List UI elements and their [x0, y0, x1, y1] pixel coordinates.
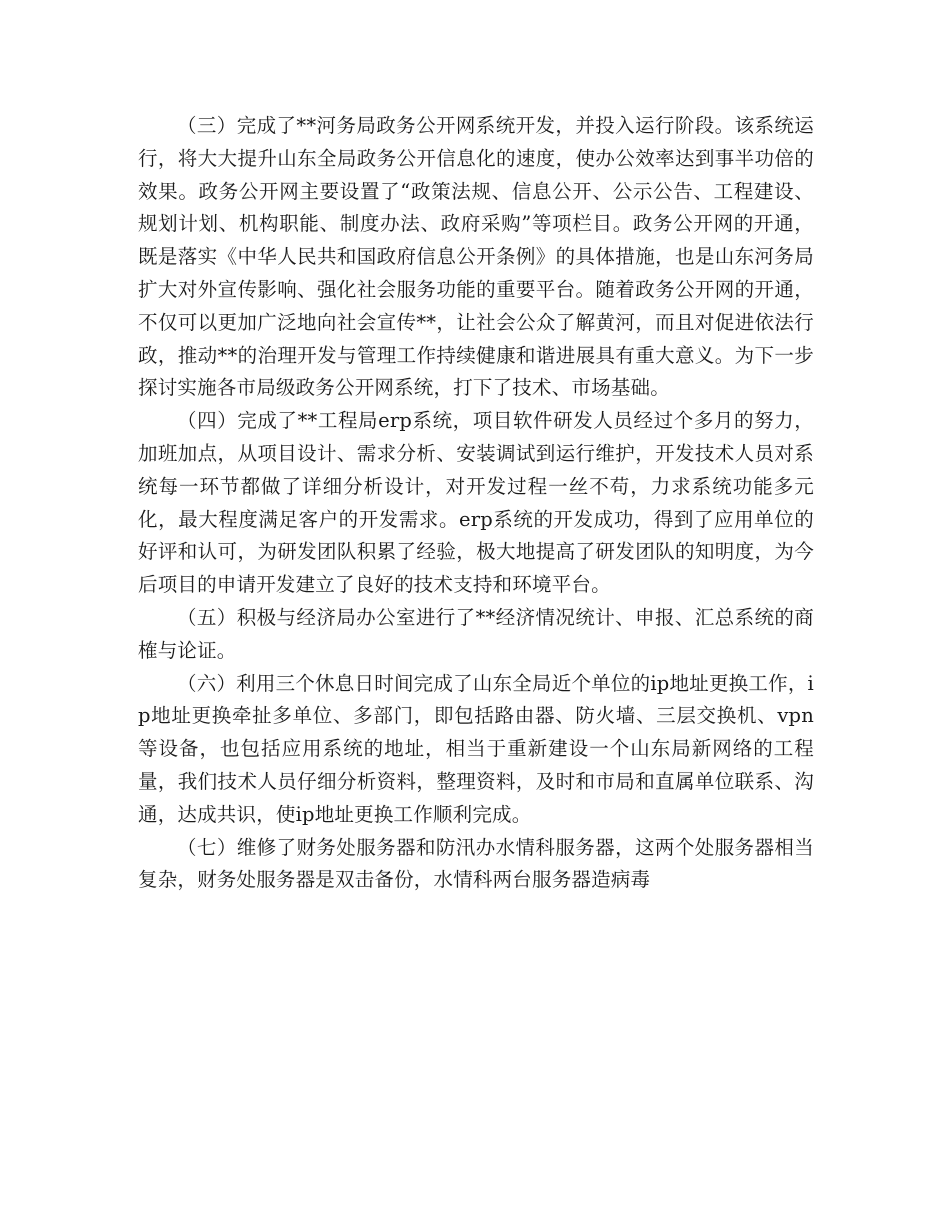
paragraph-6: （六）利用三个休息日时间完成了山东全局近个单位的ip地址更换工作，ip地址更换牵扯多单位、多部门，即包括路由器、防火墙、三层交换机、vpn等设备，也包括应用系统的地址，相当于重新建设一个山东局新网络的工程量，我们技术人员仔细分析资料，整理资料，及时和市局和直属单位联系、沟通，达成共识，使ip地址更换工作顺利完成。: [138, 671, 814, 826]
paragraph-7: （七）维修了财务处服务器和防汛办水情科服务器，这两个处服务器相当复杂，财务处服务器是双击备份，水情科两台服务器造病毒: [138, 835, 814, 892]
paragraph-4: （四）完成了**工程局erp系统，项目软件研发人员经过个多月的努力，加班加点，从项目设计、需求分析、安装调试到运行维护，开发技术人员对系统每一环节都做了详细分析设计，对开发过程一丝不苟，力求系统功能多元化，最大程度满足客户的开发需求。erp系统的开发成功，得到了应用单位的好评和认可，为研发团队积累了经验，极大地提高了研发团队的知明度，为今后项目的申请开发建立了良好的技术支持和环境平台。: [138, 409, 814, 597]
document-body: [138, 110, 814, 897]
paragraph-3: （三）完成了**河务局政务公开网系统开发，并投入运行阶段。该系统运行，将大大提升山东全局政务公开信息化的速度，使办公效率达到事半功倍的效果。政务公开网主要设置了“政策法规、信息公开、公示公告、工程建设、规划计划、机构职能、制度办法、政府采购”等项栏目。政务公开网的开通，既是落实《中华人民共和国政府信息公开条例》的具体措施，也是山东河务局扩大对外宣传影响、强化社会服务功能的重要平台。随着政务公开网的开通，不仅可以更加广泛地向社会宣传**，让社会公众了解黄河，而且对促进依法行政，推动**的治理开发与管理工作持续健康和谐进展具有重大意义。为下一步探讨实施各市局级政务公开网系统，打下了技术、市场基础。: [138, 114, 814, 400]
paragraph-5: （五）积极与经济局办公室进行了**经济情况统计、申报、汇总系统的商榷与论证。: [138, 605, 814, 662]
